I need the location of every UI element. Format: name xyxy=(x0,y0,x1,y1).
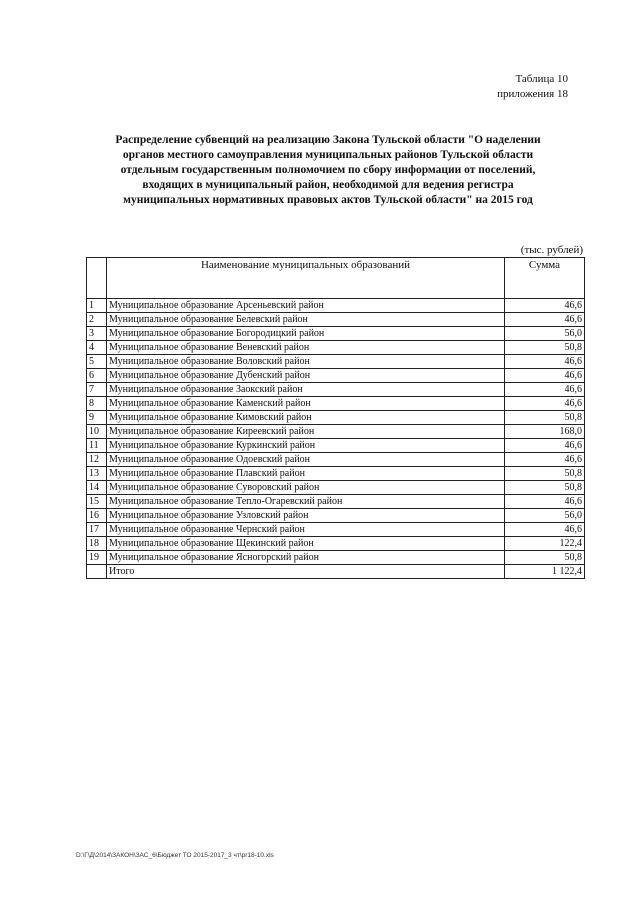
table-number: Таблица 10 xyxy=(515,73,568,85)
municipality-name: Муниципальное образование Кимовский район xyxy=(107,411,505,425)
row-number: 6 xyxy=(87,369,107,383)
table-row xyxy=(87,537,585,551)
table-row xyxy=(87,523,585,537)
appendix-number: приложения 18 xyxy=(497,88,568,100)
table-row xyxy=(87,411,585,425)
row-number: 7 xyxy=(87,383,107,397)
table-row xyxy=(87,453,585,467)
row-sum: 46,6 xyxy=(505,453,585,467)
row-number: 16 xyxy=(87,509,107,523)
row-sum: 46,6 xyxy=(505,383,585,397)
table-row xyxy=(87,551,585,565)
table-row xyxy=(87,397,585,411)
row-sum: 46,6 xyxy=(505,523,585,537)
header-name: Наименование муниципальных образований xyxy=(107,258,505,299)
municipality-name: Муниципальное образование Одоевский район xyxy=(107,453,505,467)
municipality-name: Муниципальное образование Заокский район xyxy=(107,383,505,397)
municipality-name: Муниципальное образование Воловский район xyxy=(107,355,505,369)
municipality-name: Муниципальное образование Киреевский район xyxy=(107,425,505,439)
municipality-name: Муниципальное образование Тепло-Огаревский район xyxy=(107,495,505,509)
table-row xyxy=(87,495,585,509)
title-line-1: Распределение субвенций на реализацию Закона Тульской области "О наделении xyxy=(115,134,541,146)
municipality-name: Муниципальное образование Богородицкий район xyxy=(107,327,505,341)
row-number: 2 xyxy=(87,313,107,327)
table-row xyxy=(87,467,585,481)
row-sum: 50,8 xyxy=(505,481,585,495)
row-sum: 46,6 xyxy=(505,439,585,453)
row-sum: 46,6 xyxy=(505,299,585,313)
municipality-name: Муниципальное образование Веневский район xyxy=(107,341,505,355)
row-number: 3 xyxy=(87,327,107,341)
row-sum: 46,6 xyxy=(505,495,585,509)
total-label: Итого xyxy=(107,565,505,579)
table-row xyxy=(87,383,585,397)
row-sum: 50,8 xyxy=(505,341,585,355)
row-number: 17 xyxy=(87,523,107,537)
row-number: 1 xyxy=(87,299,107,313)
row-number: 13 xyxy=(87,467,107,481)
row-number: 19 xyxy=(87,551,107,565)
header-sum: Сумма xyxy=(505,258,585,299)
row-sum: 46,6 xyxy=(505,397,585,411)
row-number: 15 xyxy=(87,495,107,509)
title-line-4: входящих в муниципальный район, необходимой для ведения регистра xyxy=(142,179,514,191)
units-label: (тыс. рублей) xyxy=(520,244,583,256)
municipality-name: Муниципальное образование Дубенский район xyxy=(107,369,505,383)
header-number xyxy=(87,258,107,299)
municipality-name: Муниципальное образование Чернский район xyxy=(107,523,505,537)
table-row xyxy=(87,425,585,439)
row-sum: 122,4 xyxy=(505,537,585,551)
row-number: 9 xyxy=(87,411,107,425)
municipality-name: Муниципальное образование Каменский район xyxy=(107,397,505,411)
file-path-footer: D:\Г\Д\2014\ЗАКОН\ЗАС_6\Бюджет ТО 2015-2017_3 чт\pr18-10.xls xyxy=(76,852,274,859)
municipality-name: Муниципальное образование Узловский район xyxy=(107,509,505,523)
table-header-row xyxy=(87,258,585,299)
document-title xyxy=(90,133,566,208)
row-sum: 46,6 xyxy=(505,313,585,327)
table-total-row xyxy=(87,565,585,579)
table-row xyxy=(87,355,585,369)
row-sum: 46,6 xyxy=(505,355,585,369)
row-sum: 50,8 xyxy=(505,467,585,481)
municipality-name: Муниципальное образование Щекинский район xyxy=(107,537,505,551)
row-number: 5 xyxy=(87,355,107,369)
row-number: 8 xyxy=(87,397,107,411)
total-number xyxy=(87,565,107,579)
table-row xyxy=(87,299,585,313)
table-row xyxy=(87,313,585,327)
title-line-3: отдельным государственным полномочием по сбору информации от поселений, xyxy=(120,164,536,176)
row-sum: 56,0 xyxy=(505,327,585,341)
table-row xyxy=(87,369,585,383)
row-number: 4 xyxy=(87,341,107,355)
row-sum: 46,6 xyxy=(505,369,585,383)
table-row xyxy=(87,481,585,495)
row-number: 18 xyxy=(87,537,107,551)
municipality-name: Муниципальное образование Белевский район xyxy=(107,313,505,327)
table-row xyxy=(87,341,585,355)
table-body xyxy=(87,299,585,565)
title-line-2: органов местного самоуправления муниципальных районов Тульской области xyxy=(122,149,534,161)
row-number: 11 xyxy=(87,439,107,453)
row-number: 10 xyxy=(87,425,107,439)
row-sum: 56,0 xyxy=(505,509,585,523)
row-sum: 50,8 xyxy=(505,411,585,425)
table-row xyxy=(87,327,585,341)
table-row xyxy=(87,509,585,523)
row-number: 14 xyxy=(87,481,107,495)
row-number: 12 xyxy=(87,453,107,467)
municipality-name: Муниципальное образование Куркинский район xyxy=(107,439,505,453)
subsidy-table xyxy=(86,257,585,579)
title-line-5: муниципальных нормативных правовых актов Тульской области" на 2015 год xyxy=(123,194,533,206)
row-sum: 50,8 xyxy=(505,551,585,565)
municipality-name: Муниципальное образование Арсеньевский район xyxy=(107,299,505,313)
row-sum: 168,0 xyxy=(505,425,585,439)
municipality-name: Муниципальное образование Плавский район xyxy=(107,467,505,481)
municipality-name: Муниципальное образование Ясногорский район xyxy=(107,551,505,565)
table-row xyxy=(87,439,585,453)
municipality-name: Муниципальное образование Суворовский район xyxy=(107,481,505,495)
total-sum: 1 122,4 xyxy=(505,565,585,579)
table-reference xyxy=(497,72,568,102)
